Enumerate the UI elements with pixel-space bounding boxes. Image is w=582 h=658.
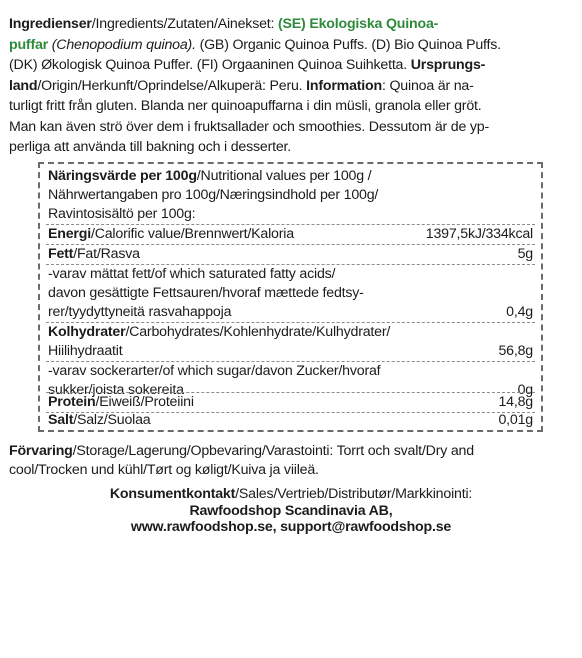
fat-row [48, 245, 533, 264]
information-text-1: : Quinoa är na- [381, 77, 474, 94]
nutrition-header-translations: /Nutritional values per 100g / [196, 168, 372, 184]
saturated-fat-line-3: rer/tyydyttyneitä rasvahappoja [48, 304, 232, 320]
energy-translations: /Calorific value/Brennwert/Kaloria [90, 226, 294, 242]
origin-label: Ursprungs- [410, 57, 486, 73]
carbohydrates-label: Kolhydrater [48, 324, 126, 340]
saturated-fat-row [48, 303, 533, 322]
product-name-se-cont: puffar [9, 36, 48, 53]
fat-value: 5g [517, 246, 533, 262]
product-name-translations-1: (GB) Organic Quinoa Puffs. (D) Bio Quinoa Puffs. [195, 36, 501, 53]
consumer-contact [0, 486, 582, 536]
ingredients-line-4 [9, 76, 569, 97]
nutrition-header-1 [48, 167, 533, 186]
protein-value: 14,8g [498, 394, 533, 410]
salt-translations: /Salz/Suolaa [73, 412, 151, 428]
carbohydrates-value: 56,8g [498, 343, 533, 359]
origin-text: /Origin/Herkunft/Oprindelse/Alkuperä: Peru. [37, 77, 307, 94]
carbohydrates-line-1 [48, 323, 533, 342]
energy-label: Energi [48, 226, 91, 242]
ingredients-label: Ingredienser [9, 16, 92, 32]
ingredients-paragraph [9, 14, 569, 158]
nutrition-header-3: Ravintosisältö per 100g: [48, 206, 196, 222]
saturated-fat-line-1: -varav mättat fett/of which saturated fatty acids/ [48, 266, 336, 282]
nutrition-table [38, 162, 543, 432]
storage-text-1: /Storage/Lagerung/Opbevaring/Varastointi: Torrt och svalt/Dry and [72, 443, 474, 459]
storage-label: Förvaring [9, 443, 73, 459]
energy-value: 1397,5kJ/334kcal [425, 226, 533, 242]
storage-paragraph [9, 442, 569, 480]
information-text-2: turligt fritt från gluten. Blanda ner quinoapuffarna i din müsli, granola eller gröt. [9, 98, 482, 114]
salt-label: Salt [48, 412, 74, 428]
protein-translations: /Eiweiß/Proteiini [95, 394, 194, 410]
ingredients-line-1 [9, 14, 569, 35]
company-name: Rawfoodshop Scandinavia AB, [189, 502, 393, 519]
nutrition-header-label: Näringsvärde per 100g [48, 168, 197, 184]
ingredients-label-translations: /Ingredients/Zutaten/Ainekset: [91, 16, 278, 32]
carbohydrates-line-2: Hiilihydraatit [48, 343, 123, 359]
fat-translations: /Fat/Rasva [73, 246, 140, 262]
contact-line-1 [0, 486, 582, 503]
contact-label: Konsumentkontakt [109, 486, 236, 502]
nutrition-header-2: Nährwertangaben pro 100g/Næringsindhold per 100g/ [48, 187, 379, 203]
carbohydrates-translations: /Carbohydrates/Kohlenhydrate/Kulhydrater/ [125, 324, 391, 340]
fat-label: Fett [48, 246, 74, 262]
protein-row [48, 393, 533, 412]
salt-row [48, 411, 533, 430]
saturated-fat-value: 0,4g [506, 304, 533, 320]
energy-row [48, 225, 533, 244]
saturated-fat-line-2: davon gesättigte Fettsauren/hvoraf mættede fedtsy- [48, 285, 364, 301]
ingredients-line-3 [9, 55, 569, 76]
product-name-translations-2: (DK) Økologisk Quinoa Puffer. (FI) Orgaaninen Quinoa Suihketta. [9, 57, 411, 73]
sugar-line-2: sukker/joista sokereita [48, 382, 184, 398]
salt-value: 0,01g [498, 412, 533, 428]
website-email: www.rawfoodshop.se, support@rawfoodshop.se [130, 519, 452, 535]
sugar-value: 0g [517, 382, 533, 398]
ingredients-line-2 [9, 35, 569, 56]
information-label: Information [306, 77, 382, 94]
latin-name: (Chenopodium quinoa). [51, 36, 196, 53]
protein-label: Protein [48, 394, 96, 410]
sugar-line-1: -varav sockerarter/of which sugar/davon Zucker/hvoraf [48, 363, 381, 379]
contact-label-translations: /Sales/Vertrieb/Distributør/Markkinointi: [235, 486, 473, 502]
carbohydrates-row [48, 342, 533, 361]
product-name-se: (SE) Ekologiska Quinoa- [278, 16, 439, 32]
origin-label-cont: land [9, 77, 38, 94]
storage-text-2: cool/Trocken und kühl/Tørt og køligt/Kuiva ja viileä. [9, 462, 319, 478]
information-text-3: Man kan även strö över dem i fruktsallader och smoothies. Dessutom är de yp- [9, 118, 490, 135]
storage-line-1 [9, 442, 569, 461]
information-text-4: perliga att använda till bakning och i desserter. [9, 139, 292, 155]
